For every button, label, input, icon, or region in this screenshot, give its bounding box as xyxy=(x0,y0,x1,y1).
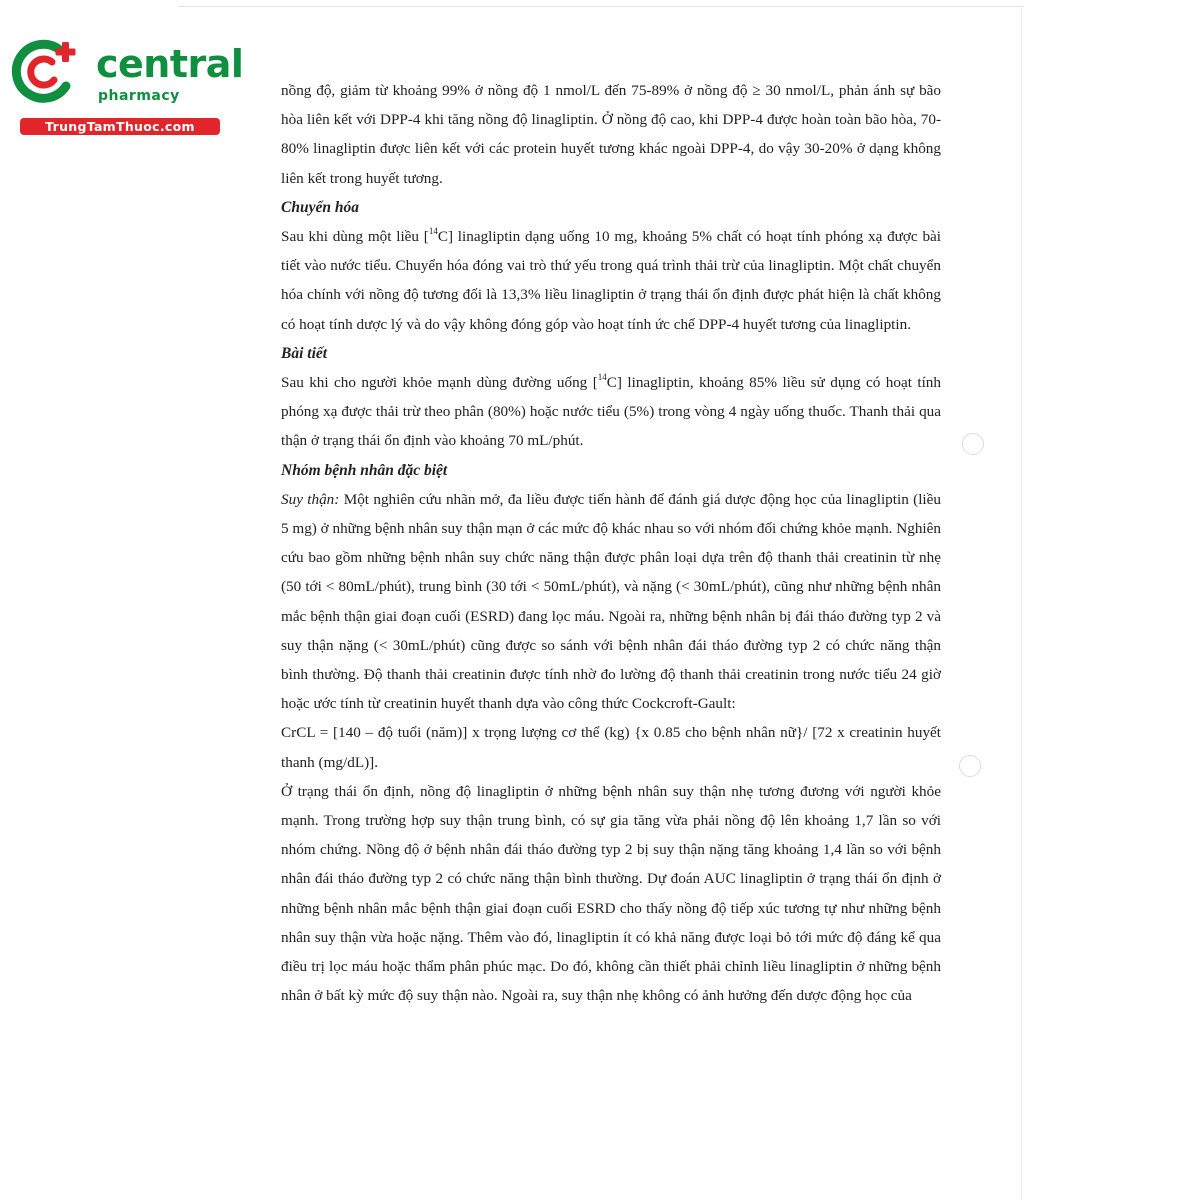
paragraph-steady-state: Ở trạng thái ổn định, nồng độ linagliptin ở những bệnh nhân suy thận nhẹ tương đương với người khỏe mạnh. Trong trường hợp suy thận trung bình, có sự gia tăng vừa phải nồng độ lên khoảng 1,7 lần so với nhóm chứng. Nồng độ ở bệnh nhân đái tháo đường typ 2 bị suy thận nặng tăng khoảng 1,4 lần so với bệnh nhân đái tháo đường typ 2 có chức năng thận bình thường. Dự đoán AUC linagliptin ở trạng thái ổn định ở những bệnh nhân mắc bệnh thận giai đoạn cuối ESRD cho thấy nồng độ tiếp xúc tương tự như những bệnh nhân suy thận vừa hoặc nặng. Thêm vào đó, linagliptin ít có khả năng được loại bỏ tới mức độ đáng kể qua điều trị lọc máu hoặc thẩm phân phúc mạc. Do đó, không cần thiết phải chỉnh liều linagliptin ở những bệnh nhân ở bất kỳ mức độ suy thận nào. Ngoài ra, suy thận nhẹ không có ảnh hưởng đến dược động học của xyxy=(281,782,941,1005)
central-pharmacy-logo[interactable] xyxy=(10,38,244,138)
text-fragment: C] linagliptin dạng uống 10 mg, khoảng 5% chất có hoạt tính phóng xạ được bài tiết vào nước tiểu. Chuyển hóa đóng vai trò thứ yếu trong quá trình thải trừ của linagliptin. Một chất chuyển hóa chính với nồng độ tương đối là 13,3% liều linagliptin ở trạng thái ổn định được phát hiện là chất không có hoạt tính dược lý và do vậy không đóng góp vào hoạt tính ức chế DPP-4 huyết tương của linagliptin. xyxy=(281,228,941,333)
punch-hole xyxy=(959,755,981,777)
logo-brand: central xyxy=(96,42,244,86)
text-fragment: Sau khi cho người khỏe mạnh dùng đường uống [ xyxy=(281,374,598,392)
punch-hole xyxy=(962,433,984,455)
heading-special-populations: Nhóm bệnh nhân đặc biệt xyxy=(281,461,448,479)
text-fragment: Một nghiên cứu nhãn mở, đa liều được tiến hành để đánh giá dược động học của linagliptin (liều 5 mg) ở những bệnh nhân suy thận mạn ở các mức độ khác nhau so với nhóm đối chứng khỏe mạnh. Nghiên cứu bao gồm những bệnh nhân suy chức năng thận được phân loại dựa trên độ thanh thải creatinin từ nhẹ (50 tới < 80mL/phút), trung bình (30 tới < 50mL/phút), và nặng (< 30mL/phút), cũng như những bệnh nhân mắc bệnh thận giai đoạn cuối (ESRD) đang lọc máu. Ngoài ra, những bệnh nhân bị đái tháo đường typ 2 và suy thận nặng (< 30mL/phút) cũng được so sánh với bệnh nhân đái tháo đường typ 2 có chức năng thận bình thường. Độ thanh thải creatinin được tính nhờ đo lường độ thanh thải creatinin trong nước tiểu 24 giờ hoặc ước tính từ creatinin huyết thanh dựa vào công thức Cockcroft-Gault: xyxy=(281,490,941,713)
page-edge-top xyxy=(178,6,1023,7)
paragraph-binding: nồng độ, giảm từ khoảng 99% ở nồng độ 1 nmol/L đến 75-89% ở nồng độ ≥ 30 nmol/L, phản ánh sự bão hòa liên kết với DPP-4 khi tăng nồng độ linagliptin. Ở nồng độ cao, khi DPP-4 được hoàn toàn bão hòa, 70-80% linagliptin được liên kết với các protein huyết tương khác ngoài DPP-4, do vậy 30-20% ở dạng không liên kết trong huyết tương. xyxy=(281,82,941,187)
paragraph-excretion xyxy=(281,368,941,456)
logo-subtitle: pharmacy xyxy=(98,88,180,104)
renal-impairment-label: Suy thận: xyxy=(281,490,340,508)
superscript-isotope: 14 xyxy=(428,226,438,237)
text-fragment: C] linagliptin, khoảng 85% liều sử dụng có hoạt tính phóng xạ được thải trừ theo phân (80%) hoặc nước tiểu (5%) trong vòng 4 ngày uống thuốc. Thanh thải qua thận ở trạng thái ổn định vào khoảng 70 mL/phút. xyxy=(281,374,941,450)
paragraph-formula: CrCL = [140 – độ tuổi (năm)] x trọng lượng cơ thể (kg) {x 0.85 cho bệnh nhân nữ}/ [72 x creatinin huyết thanh (mg/dL)]. xyxy=(281,724,941,771)
paragraph-renal-impairment xyxy=(281,485,941,719)
paragraph-metabolism xyxy=(281,222,941,339)
logo-site-link[interactable]: TrungTamThuoc.com xyxy=(20,118,220,135)
document-body xyxy=(281,76,941,1011)
heading-excretion: Bài tiết xyxy=(281,344,328,362)
central-logo-mark-icon xyxy=(10,38,82,106)
text-fragment: Sau khi dùng một liều [ xyxy=(281,228,429,246)
page-edge-right xyxy=(1021,6,1022,1200)
heading-metabolism: Chuyển hóa xyxy=(281,198,359,216)
superscript-isotope: 14 xyxy=(597,372,607,383)
